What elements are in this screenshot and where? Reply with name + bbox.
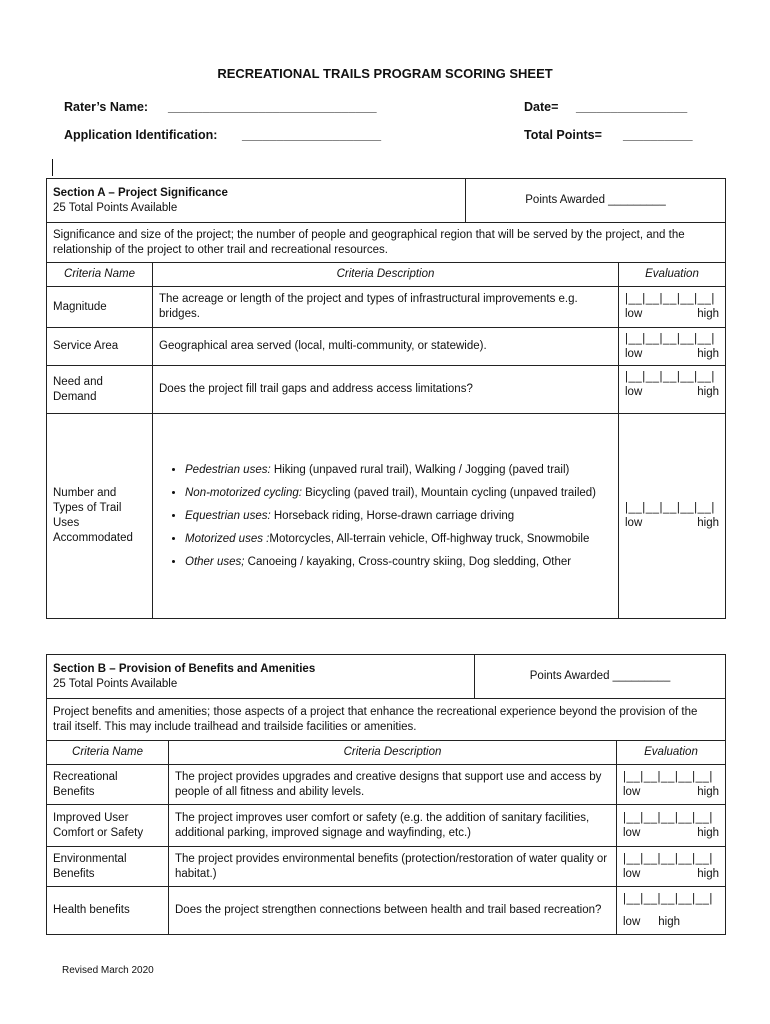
- table-row: [47, 765, 726, 805]
- section-b-points-awarded: Points Awarded _________: [475, 655, 726, 699]
- section-a-subtitle: 25 Total Points Available: [53, 201, 178, 214]
- table-row: [47, 328, 726, 366]
- scale-boxes: |__|__|__|__|__|: [625, 332, 715, 345]
- scale-boxes: |__|__|__|__|__|: [623, 892, 713, 905]
- list-item: • Non-motorized cycling: Bicycling (paved trail), Mountain cycling (unpaved trailed): [185, 482, 612, 505]
- section-b-heading: [47, 655, 475, 699]
- table-row: [47, 805, 726, 847]
- criteria-name: Number and Types of Trail Uses Accommodated: [47, 414, 153, 619]
- list-item: • Motorized uses :Motorcycles, All-terrain vehicle, Off-highway truck, Snowmobile: [185, 528, 612, 551]
- evaluation-scale: [619, 366, 726, 414]
- scale-high: high: [697, 785, 719, 798]
- section-b-col-name: Criteria Name: [47, 741, 169, 765]
- date-blank: ________________: [576, 100, 688, 114]
- criteria-description: Geographical area served (local, multi-community, or statewide).: [153, 328, 619, 366]
- section-b-subtitle: 25 Total Points Available: [53, 677, 178, 690]
- criteria-description: Does the project fill trail gaps and address access limitations?: [153, 366, 619, 414]
- trail-uses-list: [159, 459, 612, 574]
- criteria-description: The project provides environmental benefits (protection/restoration of water quality or habitat.): [169, 847, 617, 887]
- criteria-description: The acreage or length of the project and types of infrastructural improvements e.g. bridges.: [153, 287, 619, 328]
- scale-high: high: [697, 386, 719, 398]
- list-item: • Equestrian uses: Horseback riding, Horse-drawn carriage driving: [185, 505, 612, 528]
- scale-low: low: [625, 386, 643, 398]
- scale-low: low: [625, 517, 643, 529]
- section-a-table: [46, 178, 726, 619]
- evaluation-scale: [619, 328, 726, 366]
- scale-low: low: [625, 347, 643, 360]
- list-item: • Other uses; Canoeing / kayaking, Cross-country skiing, Dog sledding, Other: [185, 551, 612, 574]
- section-a-col-eval: Evaluation: [619, 263, 726, 287]
- date-label: Date=: [524, 100, 559, 114]
- section-b-title: Section B – Provision of Benefits and Amenities: [53, 662, 316, 675]
- application-id-blank: ____________________: [242, 128, 382, 142]
- rater-name-label: Rater’s Name:: [64, 100, 149, 114]
- scale-high: high: [697, 867, 719, 880]
- criteria-name: Need and Demand: [47, 366, 153, 414]
- list-item: • Pedestrian uses: Hiking (unpaved rural trail), Walking / Jogging (paved trail): [185, 459, 612, 482]
- scale-low: low: [625, 308, 643, 320]
- section-b-intro: Project benefits and amenities; those aspects of a project that enhance the recreational experience beyond the provision of the trail itself. This may include trailhead and trailside facilities or amenities.: [47, 699, 726, 741]
- section-a-points-awarded: Points Awarded _________: [466, 179, 726, 223]
- scale-low: low: [623, 915, 641, 928]
- criteria-name: Magnitude: [47, 287, 153, 328]
- section-b-col-eval: Evaluation: [617, 741, 726, 765]
- criteria-description: The project provides upgrades and creative designs that support use and access by people of all fitness and ability levels.: [169, 765, 617, 805]
- criteria-name: Recreational Benefits: [47, 765, 169, 805]
- criteria-name: Health benefits: [47, 887, 169, 935]
- total-points-label: Total Points=: [524, 128, 602, 142]
- section-a-title: Section A – Project Significance: [53, 186, 228, 199]
- evaluation-scale: [619, 414, 726, 619]
- evaluation-scale: [617, 887, 726, 935]
- scale-boxes: |__|__|__|__|__|: [623, 811, 713, 824]
- evaluation-scale: [617, 765, 726, 805]
- section-a-col-name: Criteria Name: [47, 263, 153, 287]
- section-b-table: [46, 654, 726, 935]
- section-a-intro: Significance and size of the project; the number of people and geographical region that will be served by the project, and the relationship of the project to other trail and recreational resources.: [47, 223, 726, 263]
- revision-date: Revised March 2020: [62, 965, 154, 976]
- criteria-name: Improved User Comfort or Safety: [47, 805, 169, 847]
- evaluation-scale: [619, 287, 726, 328]
- scale-high: high: [697, 347, 719, 360]
- scale-low: low: [623, 785, 641, 798]
- table-row: [47, 887, 726, 935]
- table-row: [47, 847, 726, 887]
- criteria-description: Does the project strengthen connections between health and trail based recreation?: [169, 887, 617, 935]
- section-a-heading: [47, 179, 466, 223]
- scale-low: low: [623, 826, 641, 839]
- margin-bar: [52, 159, 53, 176]
- table-row: [47, 287, 726, 328]
- scale-boxes: |__|__|__|__|__|: [623, 852, 713, 865]
- section-b-col-desc: Criteria Description: [169, 741, 617, 765]
- evaluation-scale: [617, 847, 726, 887]
- trail-uses-list-cell: [153, 414, 619, 619]
- section-a-col-desc: Criteria Description: [153, 263, 619, 287]
- scale-boxes: |__|__|__|__|__|: [625, 371, 715, 383]
- evaluation-scale: [617, 805, 726, 847]
- table-row: [47, 414, 726, 619]
- total-points-blank: __________: [623, 128, 693, 142]
- document-title: RECREATIONAL TRAILS PROGRAM SCORING SHEET: [217, 66, 553, 81]
- criteria-description: The project improves user comfort or safety (e.g. the addition of sanitary facilities, additional parking, improved signage and wayfinding, etc.): [169, 805, 617, 847]
- scale-boxes: |__|__|__|__|__|: [625, 293, 715, 305]
- scale-high: high: [658, 915, 681, 928]
- scale-high: high: [697, 517, 719, 529]
- scale-high: high: [697, 826, 719, 839]
- criteria-name: Service Area: [47, 328, 153, 366]
- scale-high: high: [697, 308, 719, 320]
- criteria-name: Environmental Benefits: [47, 847, 169, 887]
- scale-boxes: |__|__|__|__|__|: [623, 770, 713, 783]
- rater-name-blank: ______________________________: [168, 100, 377, 114]
- scale-low: low: [623, 867, 641, 880]
- application-id-label: Application Identification:: [64, 128, 218, 142]
- scale-boxes: |__|__|__|__|__|: [625, 502, 715, 514]
- table-row: [47, 366, 726, 414]
